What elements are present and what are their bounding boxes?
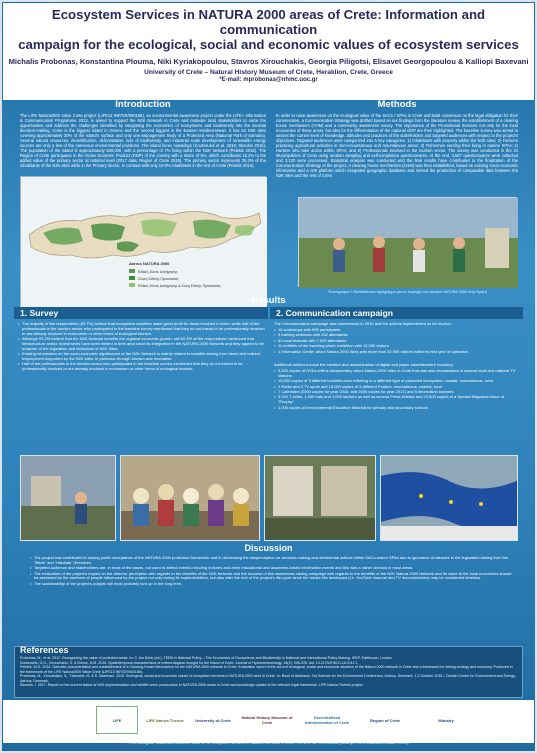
campaign-extra-bullet: • 1,000 copies of Environmental Education Material for primary and secondary schools xyxy=(274,406,521,411)
methods-photo xyxy=(298,197,517,287)
region-of-crete-logo: Region of Crete xyxy=(370,717,400,723)
map-legend-item: Ζώνες Ειδικής Προστασίας xyxy=(138,277,179,281)
natura-area-2 xyxy=(91,223,125,240)
survey-bullet: • Although 93.3% believe that the N2K Network benefits the regional economic growth, still 60.3% of the respondents mentioned that infrastructure and/or investments have been limited in their area since its integration in the NATURA 2000 Network and they appear to be unaware of the legislation and limitations of N2K Sites. xyxy=(18,337,266,351)
campaign-bullet: • 18 workshops with 995 participants xyxy=(274,328,521,333)
campaign-intro: The Communication campaign was commenced in 2015 and the actions implemented so far involve: xyxy=(274,321,452,326)
title-line-2: campaign for the ecological, social and economic values of ecosystem services xyxy=(18,37,519,52)
crete-map-svg xyxy=(21,177,267,308)
legend-swatch-1 xyxy=(129,269,135,273)
ministry-logo: Ministry xyxy=(438,717,454,723)
email: *E-mail: mprobonas@nhmc.uoc.gr xyxy=(219,77,318,83)
methods-heading: Methods xyxy=(377,99,417,110)
map-legend-title: Δίκτυο NATURA 2000 xyxy=(129,261,170,266)
survey-bullet: • Half of the professionals in the tourism sector who participated in the baseline survey mentioned that they do not intend to be professionally involved or are already involved in ecotourism or other forms of ecological tourism. xyxy=(18,362,266,372)
reference-item: Probonas, M., et al. 2017. Recognizing the value of protected areas. In: C. ten Brink (ed.), TEEB in National Policy – The Economics of Ecosystems and Biodiversity in National and International Policy Making. IEEP, Earthscan, London. xyxy=(20,656,393,660)
campaign-extra-bullet: • 2 Radio and 3 TV spots and 15,000 copies of 3 different Posters: mountainous, coastal, rural xyxy=(274,385,521,390)
discussion-list xyxy=(30,556,516,587)
discussion-bullet: • Targeted audience and stakeholders are, in most of the cases, not used to attend events including lectures and other educational and academic-based information events and this was a rather obvious in most areas. xyxy=(30,566,516,571)
campaign-bullet: • 5 training seminars with 252 attendants xyxy=(274,333,521,338)
discussion-bullet: • The evaluation of the project's impact on the citizens' perception with regards to the benefits of the N2K Network and the success of this awareness raising campaign with regards to the benefits of the N2K Natura 2000 Network and its value to the local economies should be assessed by the numbers of people influenced by the project not only during its implementation, but also after the end of the project's life-cycle since the media kits developed (i.e. YouTube channel and TV documentaries) may be considered timeless. xyxy=(30,572,516,582)
title-line-1: Ecosystem Services in NATURA 2000 areas of Crete: Information and communication xyxy=(51,7,486,37)
discussion-bullet: • The sustainability of the project's outputs will most probably turn up in the long term. xyxy=(30,582,516,587)
map-legend-item: Ειδικές Ζώνες Διατήρησης xyxy=(138,270,178,274)
campaign-extra-intro: Additional actions involve the creation and dissemination of digital and paper advertisement including: xyxy=(274,362,454,367)
natural-history-museum-logo: Natural History Museum of Crete xyxy=(241,715,293,725)
campaign-extra-bullet: • 3,000 T-shirts, 1,000 hats and 1,000 stickers as well as several Press Articles and 23,500 copies of a Special Magazine Issue of "Ekopsy" xyxy=(274,395,521,405)
natura-themis-logo: LIFE Natura Themis xyxy=(146,717,184,723)
life-logo: LIFE xyxy=(96,706,138,734)
poster-title xyxy=(3,3,534,52)
campaign-bullet: • 1 Information Center about Natura 2000 Sites with more than 30,000 visitors within its first year of operation xyxy=(274,350,521,355)
discussion-bullet: • The project has contributed in raising public acceptance of the NATURA 2000 protection framework and in decreasing the misperception on decision-making and detrimental actions within SACs and/or SPAs due to ignorance of fallacies in the legislation arising from the "Birds" and "Habitats" Directives. xyxy=(30,556,516,566)
methods-photo-caption: Φωτογραφία 1: Εκπαιδευτικό πρόγραμμα για τις περιοχές του Δικτύου NATURA 2000 στην Κρήτη xyxy=(328,290,487,294)
photo-children-masks xyxy=(120,455,260,541)
methods-photo-svg xyxy=(299,198,518,288)
survey-bullet: • The majority of the respondents (83.7%) believe that ecosystem activities make great profit for those involved in them, while half of the professionals in the tourism sector who participated in the baseline survey mentioned that they do not intend to be professionally involved or are already involved in ecotourism or other forms of ecological tourism. xyxy=(18,322,266,336)
references-heading: References xyxy=(20,645,69,655)
university-of-crete-logo: University of Crete xyxy=(195,717,231,723)
decentralised-admin-logo: Decentralised Administration of Crete xyxy=(304,715,350,725)
campaign-bullet: • 53 local festivals with 7,000 attendants xyxy=(274,339,521,344)
reference-item: Skoulos, I. 2017. Report on the current status of N2K implementation and wildlife crime prosecution in NATURA 2000 areas in Crete and knowledge uptake of the relevant legal framework. LIFE Natura Themis project. xyxy=(20,683,364,687)
legend-swatch-2 xyxy=(129,276,135,280)
photo-exhibition xyxy=(264,455,376,541)
campaign-heading: 2. Communication campaign xyxy=(270,307,523,319)
footer: «The ecological, social and economic value of the ecosystem services in Natura 2000 sites in Crete – LIFE13 INF/GR/000188 (Acronym: LIFE-Natura2000Value Crete)» xyxy=(127,741,410,745)
reference-item: Koutsoukis, G.G., Xirouchakis, S. & Dimos, D.M. 2016. Spatiotemporal characteristics of meteorological drought for the Island of Crete. Journal of Hydrometeorology, 18(2), 206-226. doi: 10.1175/JHM-D-16-0112.1 xyxy=(20,660,358,665)
affiliation: University of Crete – Natural History Museum of Crete, Heraklion, Crete, Greece xyxy=(144,69,393,76)
campaign-extra-bullet: • 10,000 copies of 3 different booklets each referring to a different type of protected ecosystem: coastal, mountainous, rural xyxy=(274,379,521,384)
reference-item: Pelekis, M.G. 2016. Scientific documentation and establishment of a Clearing-House Mechanism for the NATURA 2000 network in Crete. Evaluation report of the current ecological, social and economic situation of the Natura 2000 network in Crete and a framework for linking ecology and economy. Produced in the framework of the LIFE Natura2000 Value Crete (LIFE13 INF/GR/000188). xyxy=(20,665,513,674)
introduction-heading: Introduction xyxy=(115,99,171,110)
introduction-text: The LIFE Natura2000 Value Crete project (LIFE13 INF/GR/000188), an environmental awareness project under the LIFE+ Information & Communication Programme 2013, is aimed to support the N2K Network in Crete and motivate local stakeholders to seize the opportunities and address the challenges identified by integrating the economics of ecosystems and biodiversity into the societal decision-making. Crete is the biggest island in Greece and the second biggest in the Eastern Mediterranean. It has 53 N2K sites covering approximately 30% of the island's surface and only one Management Body of a Protected Area (National Park of Samaria). Several natural resources, desertification, deforestation, loss of biodiversity, and industrial scale development of renewable energy sources are only a few of the numerous environmental problems. The island faces nowadays (Koutsoukis et al. 2016; Skoulos 2015). The population of the island is approximately 630,000, with a percentage of 7% living within the N2K Network (Pelekis 2016). The Region of Crete participates in the Gross Domestic Product (GDP) of the country with a share of 5%, which contributes 15.2% to the added value of the primary sector at national level (2017 data; Region of Crete 2015). The primary sector represents 35.2% of the inhabitants of the N2K sites while in the Primary Sector, in contrast with only 10.8% inhabitants in the rest of Crete (Pelekis 2016). xyxy=(20,113,266,168)
reference-item: Probonas, M., Xirouchakis, S., Tzatzakis, M. & K. Baxevani. 2015. Ecological, social and economic values of ecosystem services in NATURA 2000 sites in Crete. In: Book of Abstracts: 3rd Science for the Environment Conference, Aarhus, Denmark, 1-2 October 2015 – Danish Centre for Environment and Energy, Aarhus, Denmark. xyxy=(20,674,516,683)
crete-map xyxy=(20,176,266,307)
photo-eu-flags xyxy=(380,455,518,541)
results-heading: Results xyxy=(251,295,286,306)
legend-swatch-3 xyxy=(129,283,135,287)
campaign-extra-bullet: • 7 Calendars (2000 copies for year 2016, and 2000 copies for year 2017) and 5 information banners xyxy=(274,390,521,395)
survey-bullet: • Existing information on the socio-economic significance of the N2K Network is mainly related to benefits arising from direct and indirect employment supported by the N2K sites, in particular through tourism and recreation. xyxy=(18,352,266,362)
map-legend-item: Ειδικές Ζώνες Διατήρησης & Ζώνη Ειδικής Προστασίας xyxy=(138,284,221,288)
campaign-extra-bullet: • 3,000 copies of DVDs with a documentary about Natura 2000 sites in Crete that was also broadcasted in several local and national TV stations xyxy=(274,369,521,379)
references-list xyxy=(20,656,517,688)
campaign-list xyxy=(274,328,521,355)
discussion-heading: Discussion xyxy=(244,543,293,553)
campaign-bullet: • 10 exhibits of the traveling photo exhibition with 12,000 visitors xyxy=(274,344,521,349)
methods-text: In order to raise awareness on the ecological value of the SACs / SPAs in Crete and build consensus on the legal obligation for their conservation, a Communication Strategy was drafted based on our findings from the literature review, the establishment of a clearing house mechanism (CHM) and a community awareness survey. The importance of the Promotional Services not only for the local economies of these areas, but also for the differentiation of the national GDP are then highlighted. The baseline survey was aimed to assess the current level of knowledge, attitudes and practices of the stakeholders and targeted audiences with respect to the project's objectives. Targeted audiences were categorized into 5 key categories: 1) Inhabitants with property within the N2K sites; 2) Farmers practicing agricultural activities in semi-mountainous and mountainous areas; 3) Fishermen earning their living in marine SPAs; 4) Hunters who take action within SPAs; and 5) Professionals involved in the tourism sector. The survey was conducted in the 24 Municipalities of Crete using random sampling and self-completion questionnaires. At the end, 3,587 questionnaires were collected and 3,120 were processed. Statistical analysis was conducted and the final results have contributed to the finalization of the Communication Strategy of the project. A clearing house mechanism (CHM) was then established, based on existing socio-economic information and a GIS platform which integrated geographic database and served the production of comparable data between the N2K sites and the rest of Crete. xyxy=(276,113,518,178)
poster-header xyxy=(3,3,534,100)
survey-list xyxy=(18,322,266,372)
photo-workshop xyxy=(20,455,116,541)
authors: Michalis Probonas, Konstantina Plouma, Niki Kyriakopoulou, Stavros Xirouchakis, Georgia Piligotsi, Elisavet Georgopoulou & Kalliopi Baxevani xyxy=(8,57,529,66)
survey-heading: 1. Survey xyxy=(14,307,268,319)
campaign-extra-list xyxy=(274,369,521,411)
